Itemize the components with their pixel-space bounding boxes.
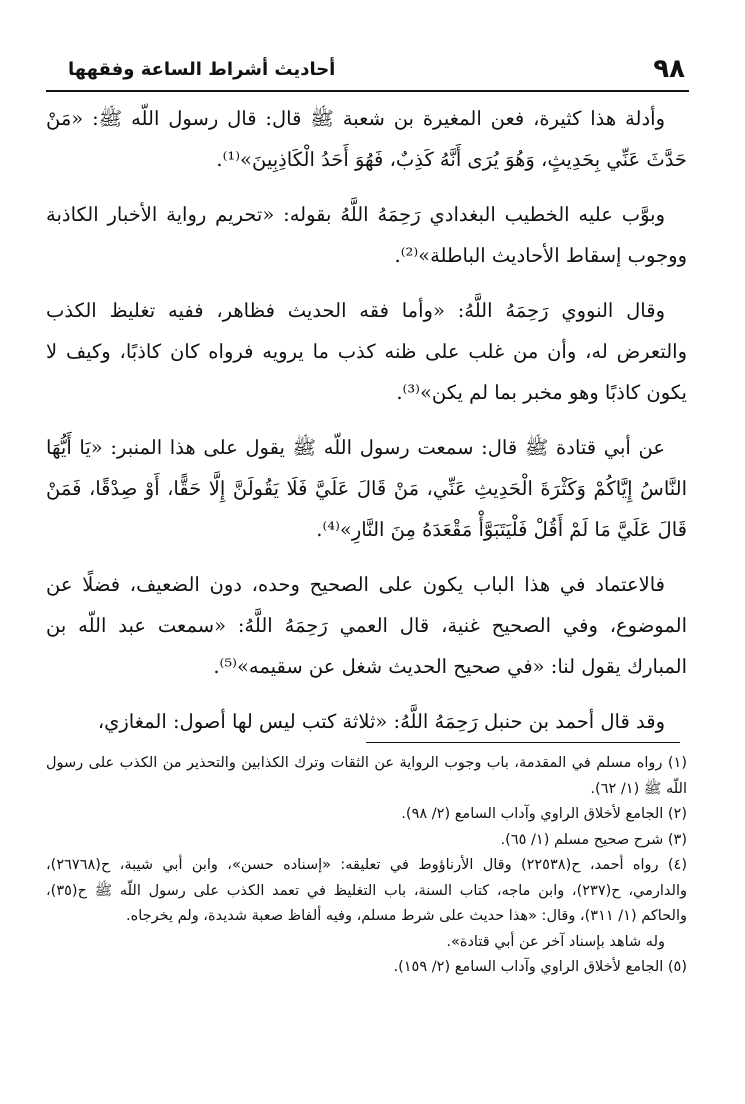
page-header xyxy=(68,52,689,88)
footnote-4-continuation: وله شاهد بإسناد آخر عن أبي قتادة». xyxy=(446,933,665,950)
header-divider xyxy=(46,90,689,92)
footnote-3: (٣) شرح صحيح مسلم (١/ ٦٥). xyxy=(500,831,687,848)
main-text xyxy=(46,98,687,756)
paragraph-1: وأدلة هذا كثيرة، فعن المغيرة بن شعبة ﷺ قال: قال رسول اللّه ﷺ: «مَنْ حَدَّثَ عَنِّي بِحَدِيثٍ، وَهُوَ يُرَى أَنَّهُ كَذِبٌ، فَهُوَ أَحَدُ الْكَاذِبِينَ»⁽¹⁾. xyxy=(46,107,687,171)
running-title: أحاديث أشراط الساعة وفقهها xyxy=(68,59,336,80)
footnote-1: (١) رواه مسلم في المقدمة، باب وجوب الرواية عن الثقات وترك الكذابين والتحذير من الكذب على رسول اللّه ﷺ (١/ ٦٢). xyxy=(46,755,687,797)
paragraph-4: عن أبي قتادة ﷺ قال: سمعت رسول اللّه ﷺ يقول على هذا المنبر: «يَا أَيُّهَا النَّاسُ إِيَّاكُمْ وَكَثْرَةَ الْحَدِيثِ عَنِّي، مَنْ قَالَ عَلَيَّ فَلَا يَقُولَنَّ إِلَّا حَقًّا، أَوْ صِدْقًا، فَمَنْ قَالَ عَلَيَّ مَا لَمْ أَقُلْ فَلْيَتَبَوَّأْ مَقْعَدَهُ مِنَ النَّارِ»⁽⁴⁾. xyxy=(46,436,687,541)
paragraph-3: وقال النووي رَحِمَهُ اللَّهُ: «وأما فقه الحديث فظاهر، ففيه تغليظ الكذب والتعرض له، وأن من غلب على ظنه كذب ما يرويه فرواه كان كاذبًا، وكيف لا يكون كاذبًا وهو مخبر بما لم يكن»⁽³⁾. xyxy=(46,299,687,404)
paragraph-2: وبوَّب عليه الخطيب البغدادي رَحِمَهُ اللَّهُ بقوله: «تحريم رواية الأخبار الكاذبة ووجوب إسقاط الأحاديث الباطلة»⁽²⁾. xyxy=(46,203,687,267)
paragraph-6: وقد قال أحمد بن حنبل رَحِمَهُ اللَّهُ: «ثلاثة كتب ليس لها أصول: المغازي، xyxy=(97,710,665,733)
footnote-divider xyxy=(366,742,680,743)
footnotes xyxy=(46,751,687,981)
paragraph-5: فالاعتماد في هذا الباب يكون على الصحيح وحده، دون الضعيف، فضلًا عن الموضوع، وفي الصحيح غنية، قال العمي رَحِمَهُ اللَّهُ: «سمعت عبد اللّه بن المبارك يقول لنا: «في صحيح الحديث شغل عن سقيمه»⁽⁵⁾. xyxy=(46,573,687,678)
footnote-4: (٤) رواه أحمد، ح(٢٢٥٣٨) وقال الأرناؤوط في تعليقه: «إسناده حسن»، وابن أبي شيبة، ح(٢٦٧٦٨)، والدارمي، ح(٢٣٧)، وابن ماجه، كتاب السنة، باب التغليظ في تعمد الكذب على رسول اللّه ﷺ ح(٣٥)، والحاكم (١/ ٣١١)، وقال: «هذا حديث على شرط مسلم، وفيه ألفاظ صعبة شديدة، ولم يخرجاه. xyxy=(46,857,688,924)
page-number: ٩٨ xyxy=(653,54,685,84)
footnote-2: (٢) الجامع لأخلاق الراوي وآداب السامع (٢/ ٩٨). xyxy=(401,806,687,822)
footnote-5: (٥) الجامع لأخلاق الراوي وآداب السامع (٢/ ١٥٩). xyxy=(393,959,687,975)
